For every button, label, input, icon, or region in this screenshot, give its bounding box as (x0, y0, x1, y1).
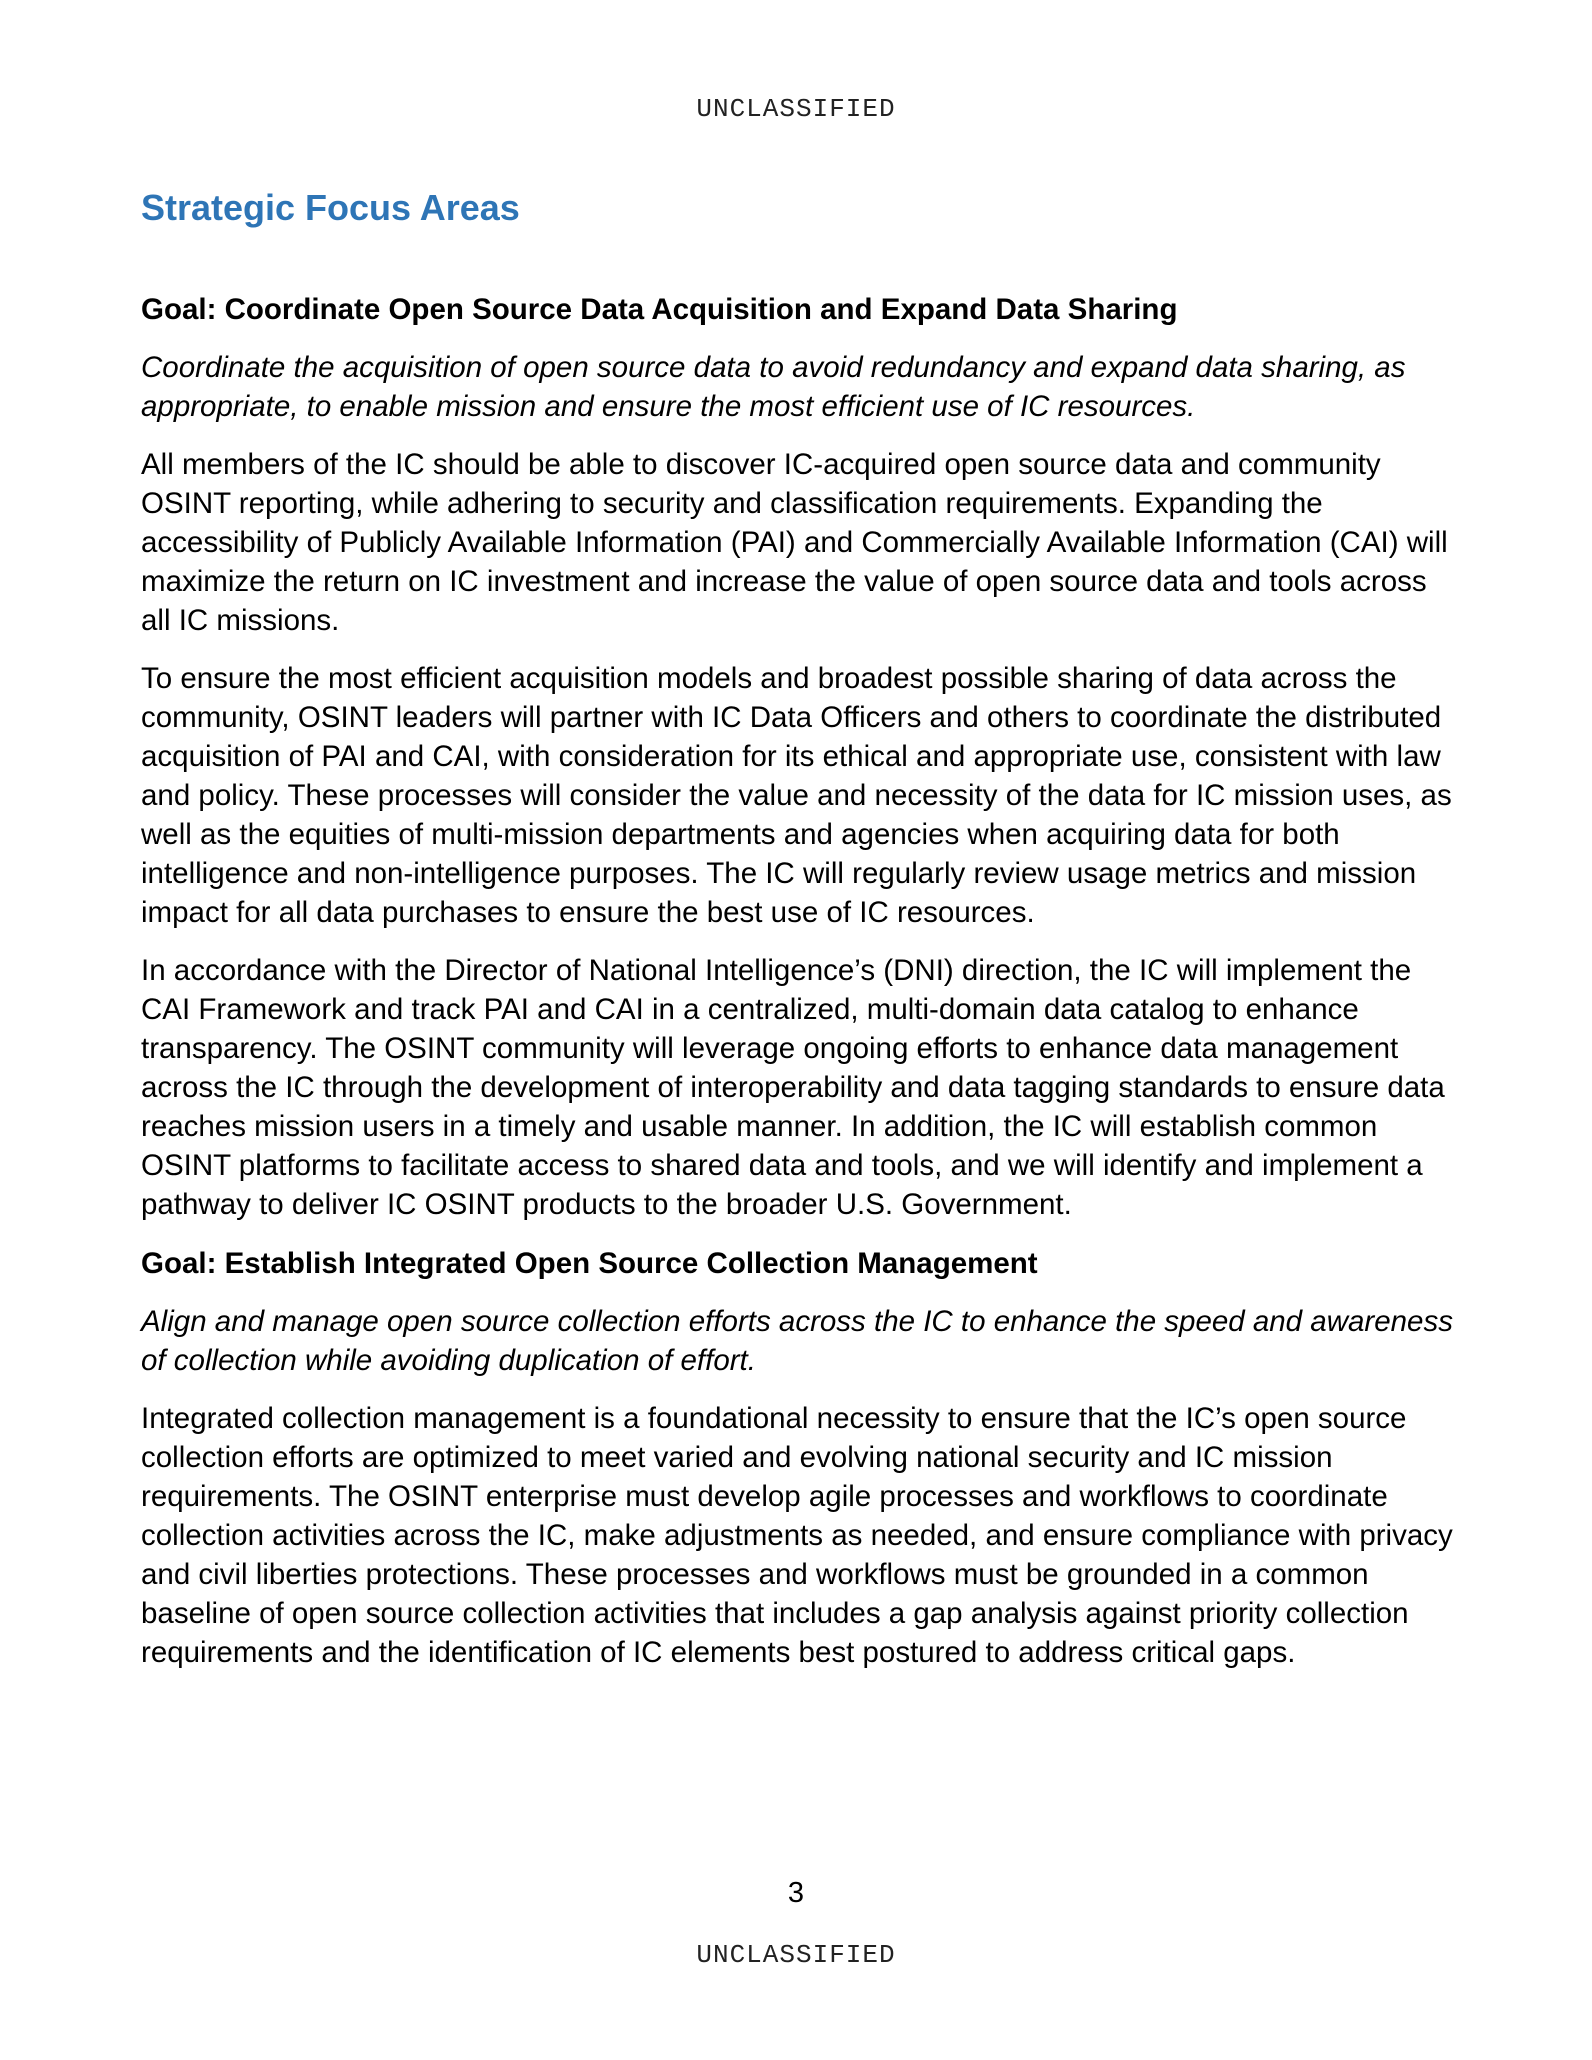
bottom-classification-marking: UNCLASSIFIED (696, 1940, 896, 1970)
goal-summary-data-acquisition: Coordinate the acquisition of open source data to avoid redundancy and expand data sharing, as appropriate, to enable mission and ensure the most efficient use of IC resources. (141, 351, 1406, 423)
top-classification-marking: UNCLASSIFIED (696, 94, 896, 124)
document-body (141, 184, 1461, 1672)
body-paragraph: In accordance with the Director of National Intelligence’s (DNI) direction, the IC will implement the CAI Framework and track PAI and CAI in a centralized, multi-domain data catalog to enhance transparency. The OSINT community will leverage ongoing efforts to enhance data management across the IC through the development of interoperability and data tagging standards to ensure data reaches mission users in a timely and usable manner. In addition, the IC will establish common OSINT platforms to facilitate access to shared data and tools, and we will identify and implement a pathway to deliver IC OSINT products to the broader U.S. Government. (141, 954, 1445, 1221)
body-paragraph: To ensure the most efficient acquisition models and broadest possible sharing of data across the community, OSINT leaders will partner with IC Data Officers and others to coordinate the distributed acquisition of PAI and CAI, with consideration for its ethical and appropriate use, consistent with law and policy. These processes will consider the value and necessity of the data for IC mission uses, as well as the equities of multi-mission departments and agencies when acquiring data for both intelligence and non-intelligence purposes. The IC will regularly review usage metrics and mission impact for all data purchases to ensure the best use of IC resources. (141, 662, 1452, 929)
goal-heading-collection-management: Goal: Establish Integrated Open Source Collection Management (141, 1247, 1038, 1280)
goal-heading-data-acquisition: Goal: Coordinate Open Source Data Acquisition and Expand Data Sharing (141, 293, 1178, 326)
body-paragraph: Integrated collection management is a foundational necessity to ensure that the IC’s open source collection efforts are optimized to meet varied and evolving national security and IC mission requirements. The OSINT enterprise must develop agile processes and workflows to coordinate collection activities across the IC, make adjustments as needed, and ensure compliance with privacy and civil liberties protections. These processes and workflows must be grounded in a common baseline of open source collection activities that includes a gap analysis against priority collection requirements and the identification of IC elements best postured to address critical gaps. (141, 1402, 1453, 1669)
page-title: Strategic Focus Areas (141, 187, 520, 228)
page-number: 3 (787, 1877, 805, 1909)
goal-summary-collection-management: Align and manage open source collection efforts across the IC to enhance the speed and awareness of collection while avoiding duplication of effort. (141, 1305, 1453, 1377)
body-paragraph: All members of the IC should be able to discover IC-acquired open source data and community OSINT reporting, while adhering to security and classification requirements. Expanding the accessibility of Publicly Available Information (PAI) and Commercially Available Information (CAI) will maximize the return on IC investment and increase the value of open source data and tools across all IC missions. (141, 448, 1448, 637)
